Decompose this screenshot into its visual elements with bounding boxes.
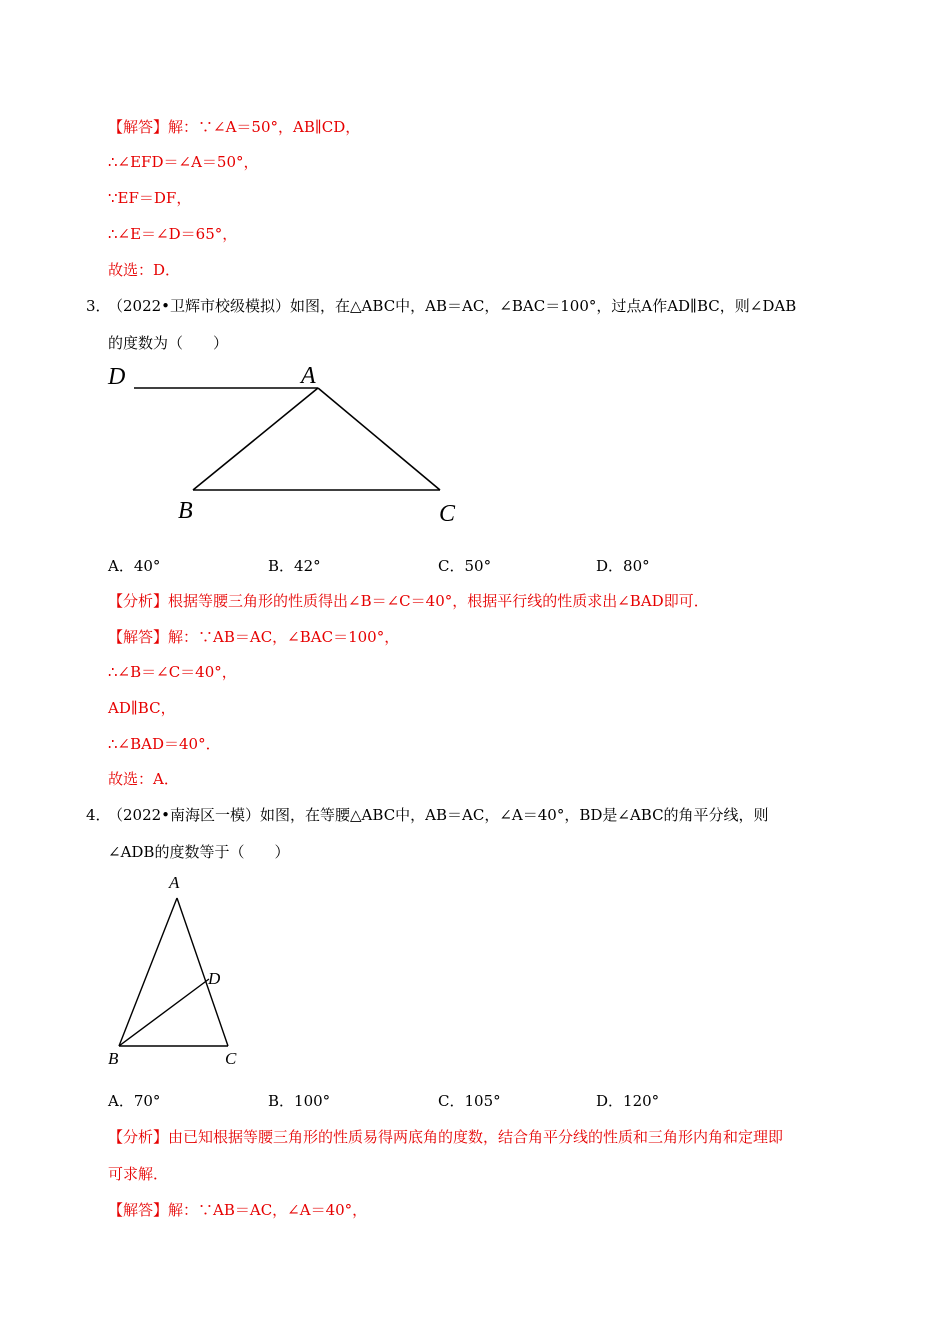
q4-option-b: B．100° <box>268 1092 331 1110</box>
q4-line-ac <box>177 898 228 1046</box>
q2-solution-tag: 【解答】 <box>108 118 169 136</box>
q3-solution-line2: ∴∠B＝∠C＝40°， <box>108 663 237 681</box>
q2-solution-line1 <box>108 117 360 137</box>
q3-stem-line1: （2022•卫辉市校级模拟）如图，在△ABC中，AB＝AC，∠BAC＝100°，过点A作AD∥BC，则∠DAB <box>108 297 797 315</box>
q4-stem-line1: （2022•南海区一模）如图，在等腰△ABC中，AB＝AC，∠A＝40°，BD是∠ABC的角平分线，则 <box>108 806 769 824</box>
q3-option-a: A．40° <box>108 557 161 575</box>
q4-stem-line2: ∠ADB的度数等于（ ） <box>108 843 290 861</box>
q3-stem-line2: 的度数为（ ） <box>108 334 229 352</box>
q4-figure <box>100 868 260 1073</box>
q2-solution-text1: 解：∵∠A＝50°，AB∥CD， <box>168 118 361 136</box>
q4-option-a: A．70° <box>108 1092 161 1110</box>
q3-label-a: A <box>301 363 316 389</box>
q4-analysis-line1 <box>108 1127 783 1147</box>
q4-label-a: A <box>169 873 180 892</box>
q4-analysis-text1: 由已知根据等腰三角形的性质易得两底角的度数，结合角平分线的性质和三角形内角和定理即 <box>168 1128 784 1146</box>
q4-number: 4． <box>86 806 111 824</box>
q3-solution-text1: 解：∵AB＝AC，∠BAC＝100°， <box>168 628 400 646</box>
q3-option-b: B．42° <box>268 557 321 575</box>
q4-option-c: C．105° <box>438 1092 501 1110</box>
q3-label-d: D <box>108 364 126 390</box>
q4-solution-tag: 【解答】 <box>108 1201 169 1219</box>
q4-analysis-tag: 【分析】 <box>108 1128 169 1146</box>
q3-line-ab <box>193 388 318 490</box>
q3-answer: 故选：A． <box>108 770 179 788</box>
q3-label-b: B <box>178 498 193 524</box>
q2-solution-line2: ∴∠EFD＝∠A＝50°， <box>108 153 259 171</box>
q3-option-d: D．80° <box>596 557 650 575</box>
q3-label-c: C <box>439 501 456 527</box>
q3-line-ac <box>318 388 440 490</box>
q4-label-b: B <box>108 1049 119 1068</box>
q4-option-d: D．120° <box>596 1092 660 1110</box>
q2-solution-line3: ∵EF＝DF， <box>108 189 192 207</box>
q2-answer: 故选：D． <box>108 261 181 279</box>
q2-solution-line4: ∴∠E＝∠D＝65°， <box>108 225 238 243</box>
q3-solution-line4: ∴∠BAD＝40°． <box>108 735 221 753</box>
q4-label-d: D <box>208 969 221 988</box>
q3-figure <box>100 358 480 533</box>
q4-label-c: C <box>225 1049 237 1068</box>
q3-number: 3． <box>86 297 111 315</box>
q3-solution-line1 <box>108 627 399 647</box>
q3-solution-tag: 【解答】 <box>108 628 169 646</box>
q4-analysis-line2: 可求解． <box>108 1165 169 1183</box>
q4-solution-text1: 解：∵AB＝AC，∠A＝40°， <box>168 1201 368 1219</box>
q4-solution-line1 <box>108 1200 367 1220</box>
q3-solution-line3: AD∥BC， <box>108 699 176 717</box>
q3-option-c: C．50° <box>438 557 492 575</box>
q3-analysis <box>108 591 709 611</box>
q3-analysis-tag: 【分析】 <box>108 592 169 610</box>
q3-analysis-text: 根据等腰三角形的性质得出∠B＝∠C＝40°，根据平行线的性质求出∠BAD即可． <box>168 592 709 610</box>
